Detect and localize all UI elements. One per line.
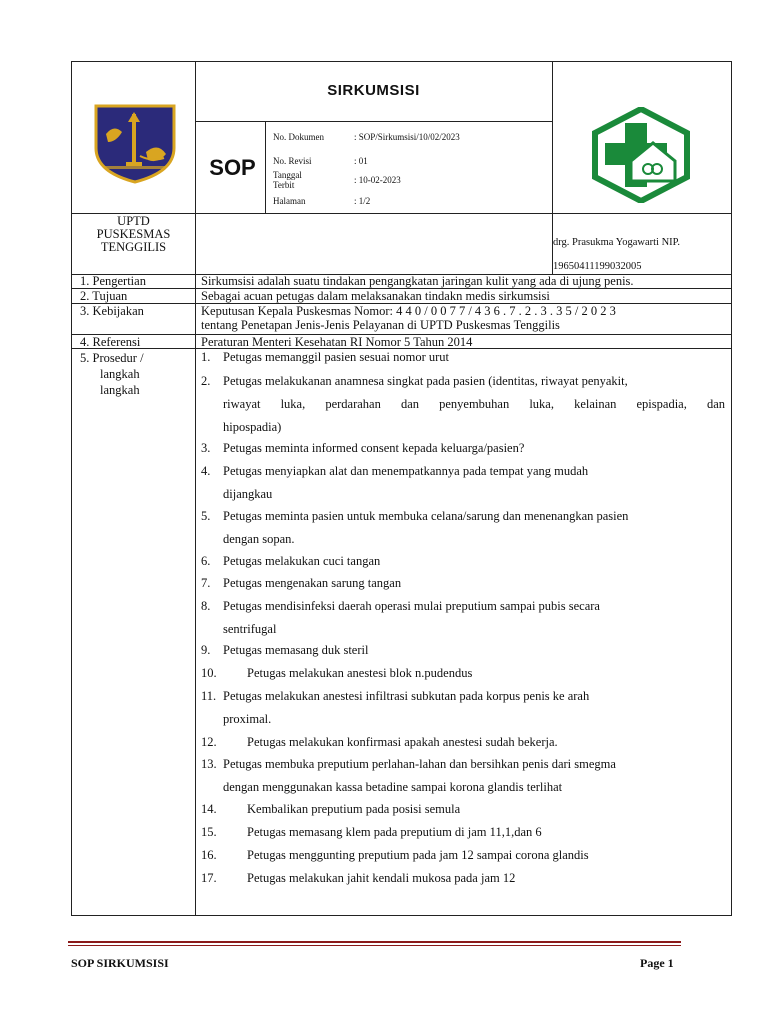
step-number: 13. [201,757,217,771]
signatory-nip: 19650411199032005 [553,261,642,272]
step-number: 4. [201,464,211,478]
header-divider [71,213,732,214]
procedure-step [201,595,725,641]
column-divider [195,61,196,916]
step-text: Petugas melakukan anestesi blok n.pudendus [247,666,473,680]
sop-divider [265,121,266,213]
procedure-step [201,370,725,439]
meta-rev-value: : 01 [354,156,368,166]
step-number: 14. [201,802,217,816]
procedure-step [201,798,725,821]
procedure-step [201,685,725,731]
row-text-kebijakan: Keputusan Kepala Puskesmas Nomor: 4 4 0 / 0 0 7 7 / 4 3 6 . 7 . 2 . 3 . 3 5 / 2 0 2 3 [201,304,616,318]
step-text: Kembalikan preputium pada posisi semula [247,802,461,816]
step-text: Petugas memasang klem pada preputium di jam 11,1,dan 6 [247,825,542,839]
step-text-cont: proximal. [223,712,272,726]
step-number: 6. [201,554,211,568]
puskesmas-logo [591,107,691,203]
meta-doc-value: : SOP/Sirkumsisi/10/02/2023 [354,132,460,142]
meta-doc-label: No. Dokumen [273,132,324,142]
row-label-pengertian: 1. Pengertian [80,274,146,288]
step-number: 5. [201,509,211,523]
row-text-pengertian: Sirkumsisi adalah suatu tindakan pengangkatan jaringan kulit yang ada di ujung penis. [201,274,634,288]
procedure-step [201,662,725,685]
footer-rule-thin [68,945,681,946]
meta-date-label: Tanggal Terbit [273,170,307,190]
step-text: Petugas melakukanan anamnesa singkat pada pasien (identitas, riwayat penyakit, [223,374,628,388]
meta-date-value: : 10-02-2023 [354,175,401,185]
step-text-cont: dengan menggunakan kassa betadine sampai korona glandis terlihat [223,780,563,794]
procedure-step [201,753,725,799]
step-text-cont: dijangkau [223,487,273,501]
org-name-line: TENGGILIS [100,240,167,254]
meta-page-value: : 1/2 [354,196,371,206]
row-label-tujuan: 2. Tujuan [80,289,128,303]
prosedur-label-line: langkah [100,367,140,381]
step-text: Petugas menggunting preputium pada jam 12 sampai corona glandis [247,848,589,862]
footer-page-number: Page 1 [640,956,674,970]
step-number: 1. [201,350,211,364]
step-number: 11. [201,689,217,703]
step-text-cont: riwayat luka, perdarahan dan penyembuhan luka, kelainan epispadia, dan [223,397,725,411]
footer-rule [68,941,681,943]
row-label-kebijakan: 3. Kebijakan [80,304,144,318]
table-right-border [731,61,732,916]
meta-page-label: Halaman [273,196,306,206]
step-text: Petugas meminta pasien untuk membuka celana/sarung dan menenangkan pasien [223,509,629,523]
step-number: 9. [201,643,211,657]
procedure-step [201,867,725,890]
step-text: Petugas membuka preputium perlahan-lahan dan bersihkan penis dari smegma [223,757,616,771]
procedure-step [201,731,725,754]
row-label-prosedur [80,350,144,398]
table-top-border [71,61,732,62]
step-number: 2. [201,374,211,388]
step-number: 7. [201,576,211,590]
step-text-cont: sentrifugal [223,622,277,636]
step-text: Petugas memasang duk steril [223,643,369,657]
step-number: 15. [201,825,217,839]
sop-label: SOP [209,155,256,180]
signatory-name: drg. Prasukma Yogawarti NIP. [553,237,680,248]
procedure-step [201,639,725,662]
table-left-border [71,61,72,916]
step-text: Petugas melakukan jahit kendali mukosa pada jam 12 [247,871,516,885]
title-divider [195,121,552,122]
step-text: Petugas mendisinfeksi daerah operasi mulai preputium sampai pubis secara [223,599,600,613]
procedure-step [201,821,725,844]
step-number: 12. [201,735,217,749]
step-number: 10. [201,666,217,680]
procedure-step [201,505,725,551]
procedure-step [201,460,725,506]
step-text: Petugas meminta informed consent kepada keluarga/pasien? [223,441,525,455]
step-text: Petugas mengenakan sarung tangan [223,576,402,590]
step-text: Petugas melakukan cuci tangan [223,554,381,568]
step-text: Petugas menyiapkan alat dan menempatkannya pada tempat yang mudah [223,464,589,478]
row-text-tujuan: Sebagai acuan petugas dalam melaksanakan tindakn medis sirkumsisi [201,289,550,303]
org-name-line: PUSKESMAS [96,227,171,241]
procedure-step [201,572,725,595]
org-name-line: UPTD [117,214,150,228]
prosedur-label-line: 5. Prosedur / [80,351,144,365]
prosedur-label-line: langkah [100,383,140,397]
step-number: 16. [201,848,217,862]
step-text-cont: dengan sopan. [223,532,295,546]
table-bottom-border [71,915,732,916]
procedure-step [201,437,725,460]
step-number: 3. [201,441,211,455]
step-text: Petugas melakukan anestesi infiltrasi subkutan pada korpus penis ke arah [223,689,590,703]
step-text: Petugas memanggil pasien sesuai nomor urut [223,350,450,364]
footer-left: SOP SIRKUMSISI [71,956,169,970]
org-name [72,215,195,254]
document-title: SIRKUMSISI [327,82,420,99]
step-text: Petugas melakukan konfirmasi apakah anestesi sudah bekerja. [247,735,558,749]
step-number: 17. [201,871,217,885]
city-crest-logo [92,102,178,184]
procedure-step [201,550,725,573]
row-text-referensi: Peraturan Menteri Kesehatan RI Nomor 5 Tahun 2014 [201,335,473,349]
procedure-step [201,844,725,867]
step-text-cont: hipospadia) [223,420,282,434]
row-text-kebijakan-2: tentang Penetapan Jenis-Jenis Pelayanan di UPTD Puskesmas Tenggilis [201,318,560,332]
meta-rev-label: No. Revisi [273,156,312,166]
procedure-step [201,346,725,369]
row-label-referensi: 4. Referensi [80,335,141,349]
step-number: 8. [201,599,211,613]
